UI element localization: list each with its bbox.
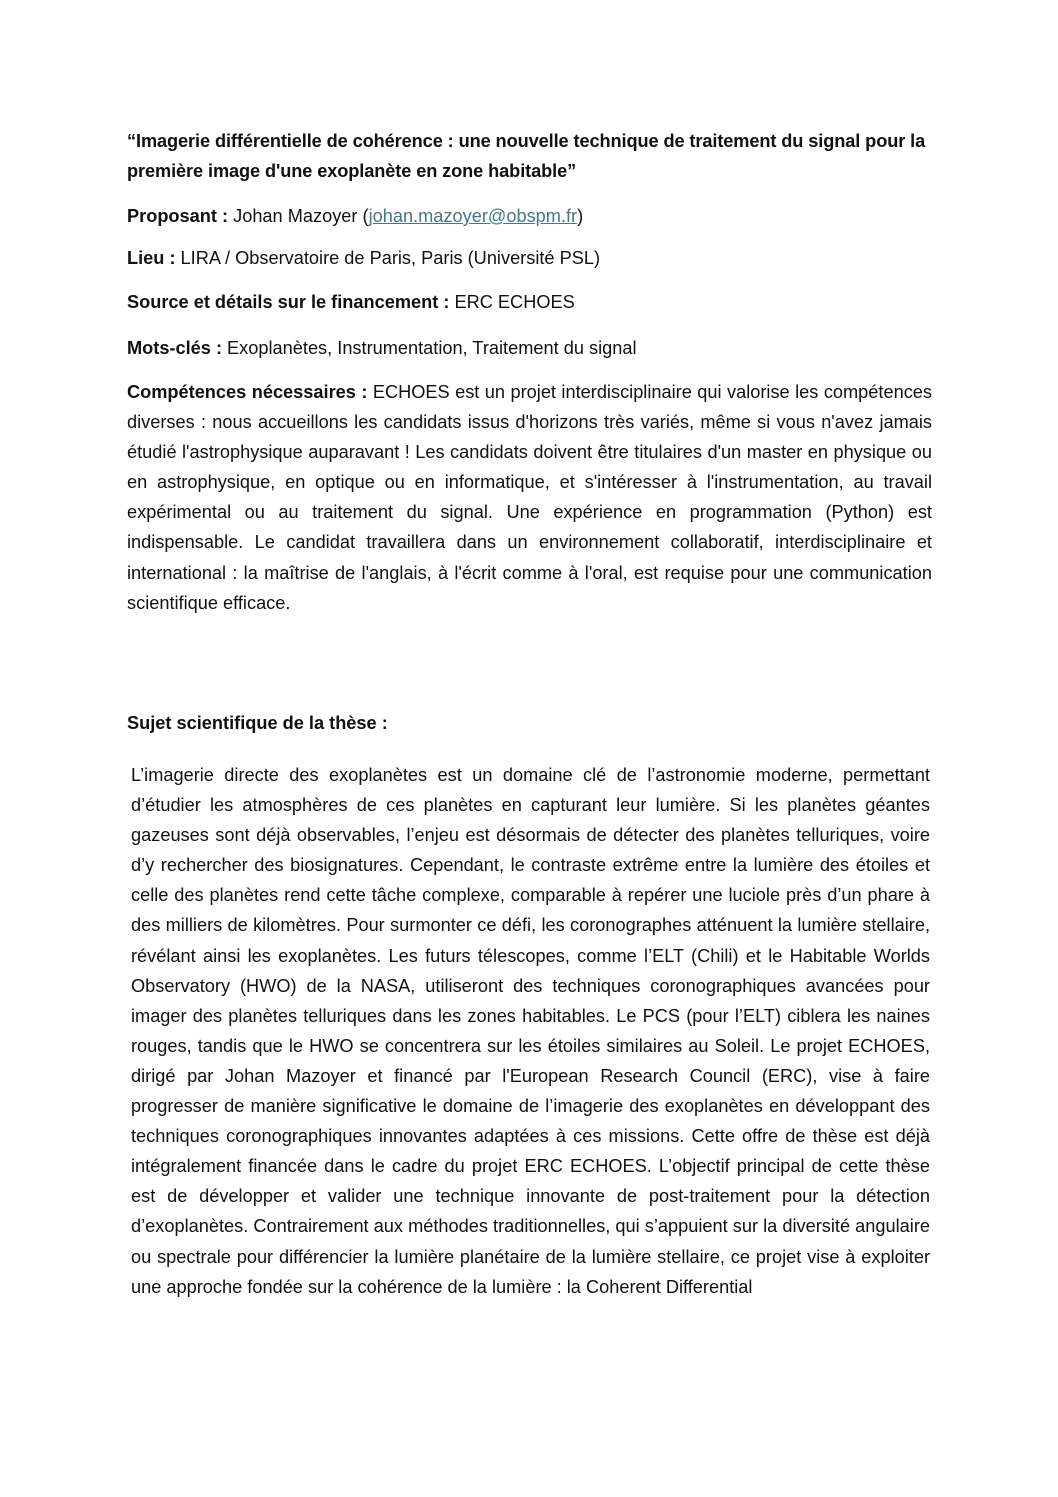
field-lieu — [127, 243, 947, 273]
open-paren: ( — [357, 206, 369, 226]
mots-cles-value: Exoplanètes, Instrumentation, Traitement du signal — [222, 338, 637, 358]
financement-label: Source et détails sur le financement : — [127, 292, 450, 312]
field-financement — [127, 287, 947, 317]
document-title: “Imagerie différentielle de cohérence : une nouvelle technique de traitement du signal pour la première image d'une exoplanète en zone habitable” — [127, 131, 926, 181]
field-competences — [127, 377, 932, 618]
lieu-label: Lieu : — [127, 248, 176, 268]
proposant-name: Johan Mazoyer — [233, 206, 358, 226]
section-body: L’imagerie directe des exoplanètes est un domaine clé de l’astronomie moderne, permettant d’étudier les atmosphères de ces planètes en capturant leur lumière. Si les planètes géantes gazeuses sont déjà observables, l’enjeu est désormais de détecter des planètes telluriques, voire d’y rechercher des biosignatures. Cependant, le contraste extrême entre la lumière des étoiles et celle des planètes rend cette tâche complexe, comparable à repérer une luciole près d’un phare à des milliers de kilomètres. Pour surmonter ce défi, les coronographes atténuent la lumière stellaire, révélant ainsi les exoplanètes. Les futurs télescopes, comme l’ELT (Chili) et le Habitable Worlds Observatory (HWO) de la NASA, utiliseront des techniques coronographiques avancées pour imager des planètes telluriques dans les zones habitables. Le PCS (pour l’ELT) ciblera les naines rouges, tandis que le HWO se concentrera sur les étoiles similaires au Soleil. Le projet ECHOES, dirigé par Johan Mazoyer et financé par l'European Research Council (ERC), vise à faire progresser de manière significative le domaine de l’imagerie des exoplanètes en développant des techniques coronographiques innovantes adaptées à ces missions. Cette offre de thèse est déjà intégralement financée dans le cadre du projet ERC ECHOES. L’objectif principal de cette thèse est de développer et valider une technique innovante de post-traitement pour la détection d’exoplanètes. Contrairement aux méthodes traditionnelles, qui s’appuient sur la diversité angulaire ou spectrale pour différencier la lumière planétaire de la lumière stellaire, ce projet vise à exploiter une approche fondée sur la cohérence de la lumière : la Coherent Differential — [131, 765, 930, 1297]
proposant-label: Proposant : — [127, 206, 229, 226]
lieu-value: LIRA / Observatoire de Paris, Paris (Université PSL) — [175, 248, 601, 268]
competences-value: ECHOES est un projet interdisciplinaire qui valorise les compétences diverses : nous accueillons les candidats issus d'horizons très variés, même si vous n'avez jamais étudié l'astrophysique auparavant ! Les candidats doivent être titulaires d'un master en physique ou en astrophysique, en optique ou en informatique, et s'intéresser à l'instrumentation, au travail expérimental ou au traitement du signal. Une expérience en programmation (Python) est indispensable. Le candidat travaillera dans un environnement collaboratif, interdisciplinaire et international : la maîtrise de l'anglais, à l'écrit comme à l'oral, est requise pour une communication scientifique efficace. — [127, 382, 932, 613]
mots-cles-label: Mots-clés : — [127, 338, 222, 358]
close-paren: ) — [577, 206, 584, 226]
financement-value: ERC ECHOES — [449, 292, 575, 312]
section-heading: Sujet scientifique de la thèse : — [127, 713, 388, 733]
field-mots-cles — [127, 333, 947, 363]
competences-label: Compétences nécessaires : — [127, 382, 368, 402]
email-link[interactable]: johan.mazoyer@obspm.fr — [368, 206, 578, 226]
field-proposant — [127, 201, 947, 231]
